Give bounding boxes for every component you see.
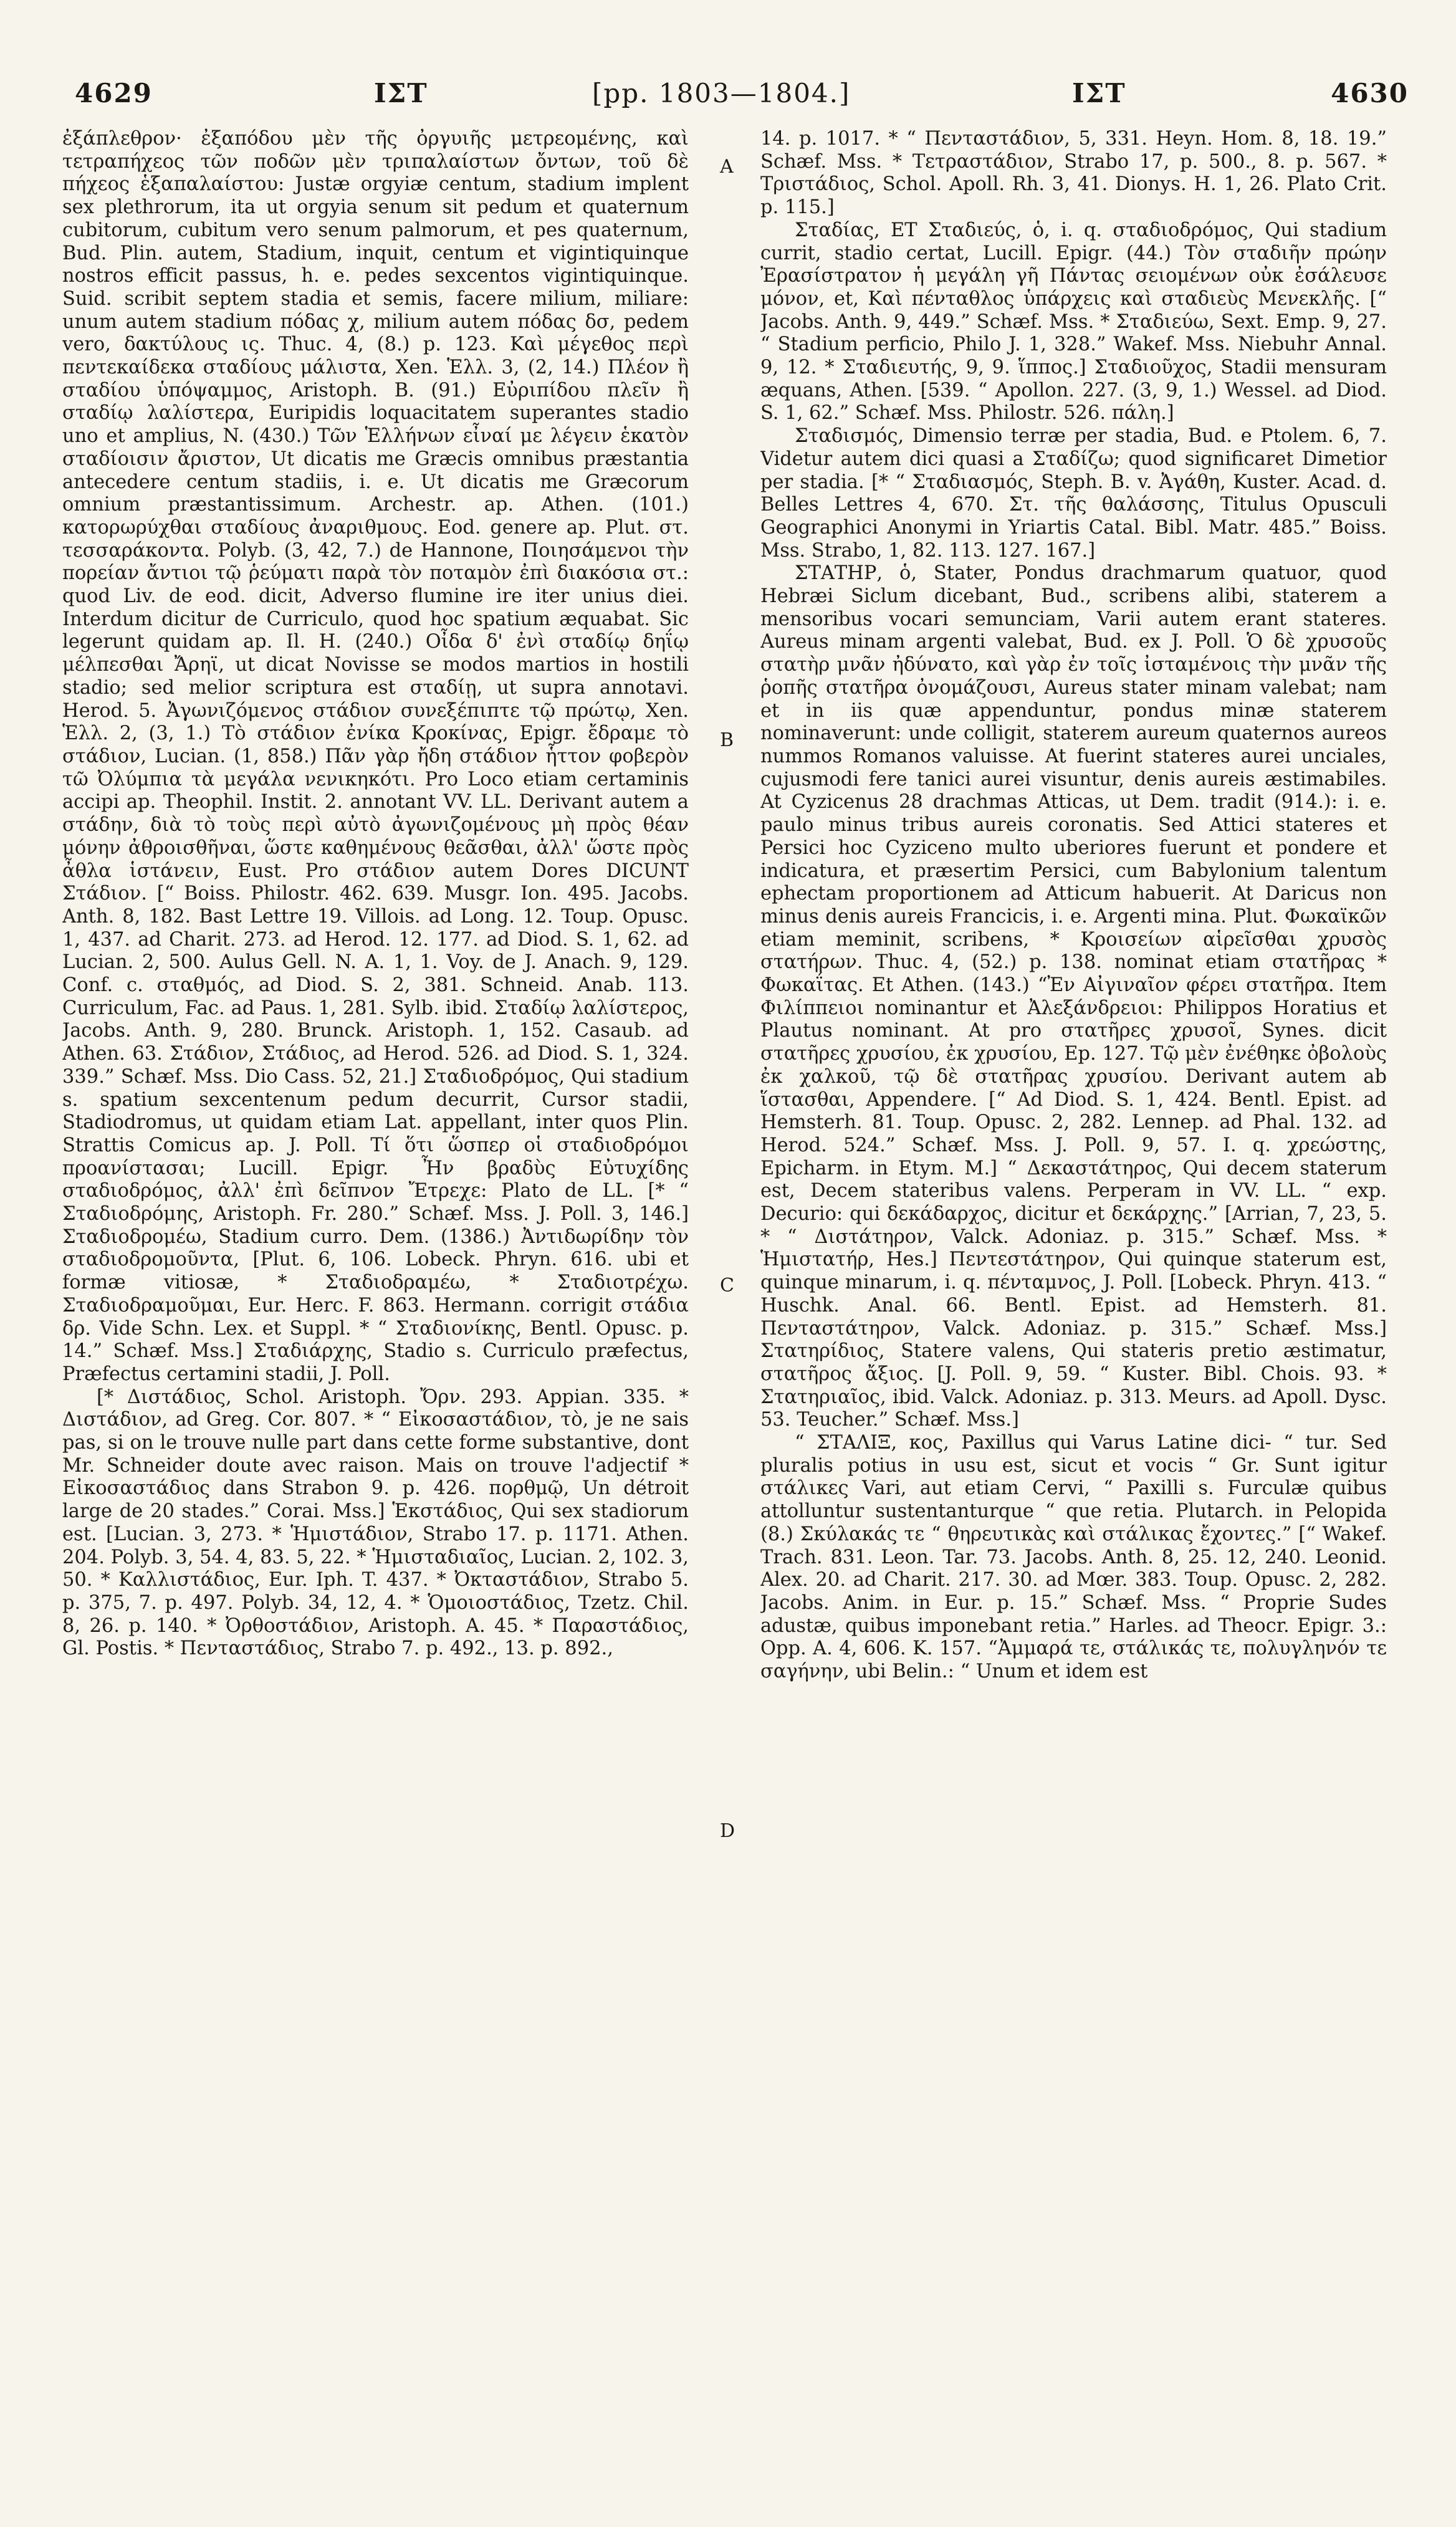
- right-running-head: ΙΣΤ: [1072, 78, 1126, 108]
- section-marker-c: C: [720, 1275, 734, 1297]
- right-paragraph: Σταδισμός, Dimensio terræ per stadia, Bud. e Ptolem. 6, 7. Videtur autem dici quasi a Σταδίζω; quod significaret Dimetior per stadia. [* “ Σταδιασμός, Steph. B. v. Ἀγάθη, Kuster. Acad. d. Belles Lettres 4, 670. Στ. τῆς θαλάσσης, Titulus Opusculi Geographici Anonymi in Yriartis Catal. Bibl. Matr. 485.” Boiss. Mss. Strabo, 1, 82. 113. 127. 167.]: [760, 425, 1387, 562]
- left-text-column: [62, 128, 689, 2472]
- right-column-number: 4630: [1331, 78, 1409, 108]
- right-paragraph: Σταδίας, ET Σταδιεύς, ὁ, i. q. σταδιοδρόμος, Qui stadium currit, stadio certat, Lucill. Epigr. (44.) Τὸν σταδιῆν πρώην Ἐρασίστρατον ἡ μεγάλη γῆ Πάντας σειομένων οὐκ ἐσάλευσε μόνον, et, Καὶ πένταθλος ὑπάρχεις καὶ σταδιεὺς Μενεκλῆς. [“ Jacobs. Anth. 9, 449.” Schæf. Mss. * Σταδιεύω, Sext. Emp. 9, 27. “ Stadium perficio, Philo J. 1, 328.” Wakef. Mss. Niebuhr Annal. 9, 12. * Σταδιευτής, 9, 9. ἵππος.] Σταδιοῦχος, Stadii mensuram æquans, Athen. [539. “ Apollon. 227. (3, 9, 1.) Wessel. ad Diod. S. 1, 62.” Schæf. Mss. Philostr. 526. πάλη.]: [760, 219, 1387, 424]
- page-range: [pp. 1803—1804.]: [592, 78, 851, 108]
- left-column-number: 4629: [75, 78, 153, 108]
- right-paragraph: ΣΤΑΤΗΡ, ὁ, Stater, Pondus drachmarum quatuor, quod Hebræi Siclum dicebant, Bud., scribens alibi, staterem a mensoribus vocari semunciam, Varii autem erant stateres. Aureus minam argenti valebat, Bud. ex J. Poll. Ὁ δὲ χρυσοῦς στατὴρ μνᾶν ἠδύνατο, καὶ γὰρ ἐν τοῖς ἰσταμένοις τὴν μνᾶν τῆς ῥοπῆς στατῆρα ὀνομάζουσι, Aureus stater minam valebat; nam et in iis quæ appenduntur, pondus minæ staterem nominaverunt: unde colligit, staterem aureum quaternos aureos nummos Romanos valuisse. At fuerint stateres aurei unciales, cujusmodi fere tanici aurei visuntur, denis aureis æstimabiles. At Cyzicenus 28 drachmas Atticas, ut Dem. tradit (914.): i. e. paulo minus tribus aureis coronatis. Sed Attici stateres et Persici hoc Cyziceno multo uberiores fuerunt et pondere et indicatura, et præsertim Persici, cum Babylonium talentum ephectam proportionem ad Atticum habuerit. At Daricus non minus denis aureis Francicis, i. e. Argenti mina. Plut. Φωκαϊκῶν etiam meminit, scribens, * Κροισείων αἱρεῖσθαι χρυσὸς στατήρων. Thuc. 4, (52.) p. 138. nominat etiam στατῆρας * Φωκαΐτας. Et Athen. (143.) “Ἐν Αἰγιναῖον φέρει στατῆρα. Item Φιλίππειοι nominantur et Ἀλεξάνδρειοι: Philippos Horatius et Plautus nominant. At pro στατῆρες χρυσοῖ, Synes. dicit στατῆρες χρυσίου, ἐκ χρυσίου, Ep. 127. Τῷ μὲν ἐνέθηκε ὀβολοὺς ἐκ χαλκοῦ, τῷ δὲ στατῆρας χρυσίου. Derivant autem ab ἵστασθαι, Appendere. [“ Ad Diod. S. 1, 424. Bentl. Epist. ad Hemsterh. 81. Toup. Opusc. 2, 282. Lennep. ad Phal. 132. ad Herod. 524.” Schæf. Mss. J. Poll. 9, 57. I. q. χρεώστης, Epicharm. in Etym. M.] “ Δεκαστάτηρος, Qui decem staterum est, Decem stateribus valens. Perperam in VV. LL. “ exp. Decurio: qui δεκάδαρχος, dicitur et δεκάρχης.” [Arrian, 7, 23, 5. * “ Διστάτηρον, Valck. Adoniaz. p. 315.” Schæf. Mss. * Ἡμιστατήρ, Hes.] Πεντεστάτηρον, Qui quinque staterum est, quinque minarum, i. q. πένταμνος, J. Poll. [Lobeck. Phryn. 413. “ Huschk. Anal. 66. Bentl. Epist. ad Hemsterh. 81. Πενταστάτηρον, Valck. Adoniaz. p. 315.” Schæf. Mss.] Στατηρίδιος, Statere valens, Qui stateris pretio æstimatur, στατῆρος ἄξιος. [J. Poll. 9, 59. “ Kuster. Bibl. Chois. 93. * Στατηριαῖος, ibid. Valck. Adoniaz. p. 313. Meurs. ad Apoll. Dysc. 53. Teucher.” Schæf. Mss.]: [760, 562, 1387, 1431]
- right-paragraph: “ ΣΤΑΛΙΞ, κος, Paxillus qui Varus Latine dici- “ tur. Sed pluralis potius in usu est, sicut et vocis “ Gr. Sunt igitur στάλικες Vari, aut etiam Cervi, “ Paxilli s. Furculæ quibus attolluntur sustentanturque “ que retia. Plutarch. in Pelopida (8.) Σκύλακάς τε “ θηρευτικὰς καὶ στάλικας ἔχοντες.” [“ Wakef. Trach. 831. Leon. Tar. 73. Jacobs. Anth. 8, 25. 12, 240. Leonid. Alex. 20. ad Charit. 217. 30. ad Mœr. 383. Toup. Opusc. 2, 282. Jacobs. Anim. in Eur. p. 15.” Schæf. Mss. “ Proprie Sudes adustæ, quibus imponebant retia.” Harles. ad Theocr. Epigr. 3.: Opp. A. 4, 606. K. 157. “Ἀμμαρά τε, στάλικάς τε, πολυγληνόν τε σαγήνην, ubi Belin.: “ Unum et idem est: [760, 1432, 1387, 1683]
- section-marker-a: A: [720, 156, 734, 178]
- right-text-column: [760, 128, 1387, 2472]
- page-header: [75, 78, 1409, 134]
- section-marker-d: D: [720, 1820, 735, 1842]
- left-paragraph: [* Διστάδιος, Schol. Aristoph. Ὄρν. 293. Appian. 335. * Διστάδιον, ad Greg. Cor. 807. * “ Εἰκοσαστάδιον, τὸ, je ne sais pas, si on le trouve nulle part dans cette forme substantive, dont Mr. Schneider doute avec raison. Mais on trouve l'adjectif * Εἰκοσαστάδιος dans Strabon 9. p. 426. πορθμῷ, Un détroit large de 20 stades.” Corai. Mss.] Ἑκστάδιος, Qui sex stadiorum est. [Lucian. 3, 273. * Ἡμιστάδιον, Strabo 17. p. 1171. Athen. 204. Polyb. 3, 54. 4, 83. 5, 22. * Ἡμισταδιαῖος, Lucian. 2, 102. 3, 50. * Καλλιστάδιος, Eur. Iph. T. 437. * Ὀκταστάδιον, Strabo 5. p. 375, 7. p. 497. Polyb. 34, 12, 4. * Ὁμοιοστάδιος, Tzetz. Chil. 8, 26. p. 140. * Ὀρθοστάδιον, Aristoph. A. 45. * Παραστάδιος, Gl. Postis. * Πενταστάδιος, Strabo 7. p. 492., 13. p. 892.,: [62, 1386, 689, 1660]
- right-paragraph: 14. p. 1017. * “ Πενταστάδιον, 5, 331. Heyn. Hom. 8, 18. 19.” Schæf. Mss. * Τετραστάδιον, Strabo 17, p. 500., 8. p. 567. * Τριστάδιος, Schol. Apoll. Rh. 3, 41. Dionys. H. 1, 26. Plato Crit. p. 115.]: [760, 128, 1387, 219]
- left-paragraph: ἐξάπλεθρον· ἐξαπόδου μὲν τῆς ὀργυιῆς μετρεομένης, καὶ τετραπήχεος τῶν ποδῶν μὲν τριπαλαίστων ὄντων, τοῦ δὲ πήχεος ἑξαπαλαίστου: Justæ orgyiæ centum, stadium implent sex plethrorum, ita ut orgyia senum sit pedum et quaternum cubitorum, cubitum vero senum palmorum, et pes quaternum, Bud. Plin. autem, Stadium, inquit, centum et vigintiquinque nostros efficit passus, h. e. pedes sexcentos vigintiquinque. Suid. scribit septem stadia et semis, facere milium, miliare: unum autem stadium πόδας χ, milium autem πόδας δσ, pedem vero, δακτύλους ις. Thuc. 4, (8.) p. 123. Καὶ μέγεθος περὶ πεντεκαίδεκα σταδίους μάλιστα, Xen. Ἑλλ. 3, (2, 14.) Πλέον ἢ σταδίου ὑπόψαμμος, Aristoph. B. (91.) Εὐριπίδου πλεῖν ἢ σταδίῳ λαλίστερα, Euripidis loquacitatem superantes stadio uno et amplius, N. (430.) Τῶν Ἑλλήνων εἶναί με λέγειν ἑκατὸν σταδίοισιν ἄριστον, Ut dicatis me Græcis omnibus præstantia antecedere centum stadiis, i. e. Ut dicatis me Græcorum omnium præstantissimum. Archestr. ap. Athen. (101.) κατορωρύχθαι σταδίους ἀναριθμους. Eod. genere ap. Plut. στ. τεσσαράκοντα. Polyb. (3, 42, 7.) de Hannone, Ποιησάμενοι τὴν πορείαν ἄντιοι τῷ ῥεύματι παρὰ τὸν ποταμὸν ἐπὶ διακόσια στ.: quod Liv. de eod. dicit, Adverso flumine ire iter unius diei. Interdum dicitur de Curriculo, quod hoc spatium æquabat. Sic legerunt quidam ap. Il. H. (240.) Οἶδα δ' ἐνὶ σταδίῳ δηΐῳ μέλπεσθαι Ἄρηϊ, ut dicat Novisse se modos martios in hostili stadio; sed melior scriptura est σταδίῃ, ut supra annotavi. Herod. 5. Ἀγωνιζόμενος στάδιον συνεξέπιπτε τῷ πρώτῳ, Xen. Ἑλλ. 2, (3, 1.) Τὸ στάδιον ἐνίκα Κροκίνας, Epigr. ἔδραμε τὸ στάδιον, Lucian. (1, 858.) Πᾶν γὰρ ἤδη στάδιον ἧττον φοβερὸν τῶ Ὀλύμπια τὰ μεγάλα νενικηκότι. Pro Loco etiam certaminis accipi ap. Theophil. Instit. 2. annotant VV. LL. Derivant autem a στάδην, διὰ τὸ τοὺς περὶ αὐτὸ ἀγωνιζομένους μὴ πρὸς θέαν μόνην ἀθροισθῆναι, ὥστε καθημένους θεᾶσθαι, ἀλλ' ὥστε πρὸς ἆθλα ἱστάνειν, Eust. Pro στάδιον autem Dores DICUNT Στάδιον. [“ Boiss. Philostr. 462. 639. Musgr. Ion. 495. Jacobs. Anth. 8, 182. Bast Lettre 19. Villois. ad Long. 12. Toup. Opusc. 1, 437. ad Charit. 273. ad Herod. 12. 177. ad Diod. S. 1, 62. ad Lucian. 2, 500. Aulus Gell. N. A. 1, 1. Voy. de J. Anach. 9, 129. Conf. c. σταθμός, ad Diod. S. 2, 381. Schneid. Anab. 113. Curriculum, Fac. ad Paus. 1, 281. Sylb. ibid. Σταδίῳ λαλίστερος, Jacobs. Anth. 9, 280. Brunck. Aristoph. 1, 152. Casaub. ad Athen. 63. Στάδιον, Στάδιος, ad Herod. 526. ad Diod. S. 1, 324. 339.” Schæf. Mss. Dio Cass. 52, 21.] Σταδιοδρόμος, Qui stadium s. spatium sexcentenum pedum decurrit, Cursor stadii, Stadiodromus, ut quidam etiam Lat. appellant, inter quos Plin. Strattis Comicus ap. J. Poll. Τί ὅτι ὥσπερ οἱ σταδιοδρόμοι προανίστασαι; Lucill. Epigr. Ἦν βραδὺς Εὐτυχίδης σταδιοδρόμος, ἀλλ' ἐπὶ δεῖπνον Ἔτρεχε: Plato de LL. [* “ Σταδιοδρόμης, Aristoph. Fr. 280.” Schæf. Mss. J. Poll. 3, 146.] Σταδιοδρομέω, Stadium curro. Dem. (1386.) Ἀντιδωρίδην τὸν σταδιοδρομοῦντα, [Plut. 6, 106. Lobeck. Phryn. 616. ubi et formæ vitiosæ, * Σταδιοδραμέω, * Σταδιοτρέχω. Σταδιοδραμοῦμαι, Eur. Herc. F. 863. Hermann. corrigit στάδια δρ. Vide Schn. Lex. et Suppl. * “ Σταδιονίκης, Bentl. Opusc. p. 14.” Schæf. Mss.] Σταδιάρχης, Stadio s. Curriculo præfectus, Præfectus certamini stadii, J. Poll.: [62, 128, 689, 1385]
- left-running-head: ΙΣΤ: [374, 78, 428, 108]
- section-marker-b: B: [720, 729, 734, 751]
